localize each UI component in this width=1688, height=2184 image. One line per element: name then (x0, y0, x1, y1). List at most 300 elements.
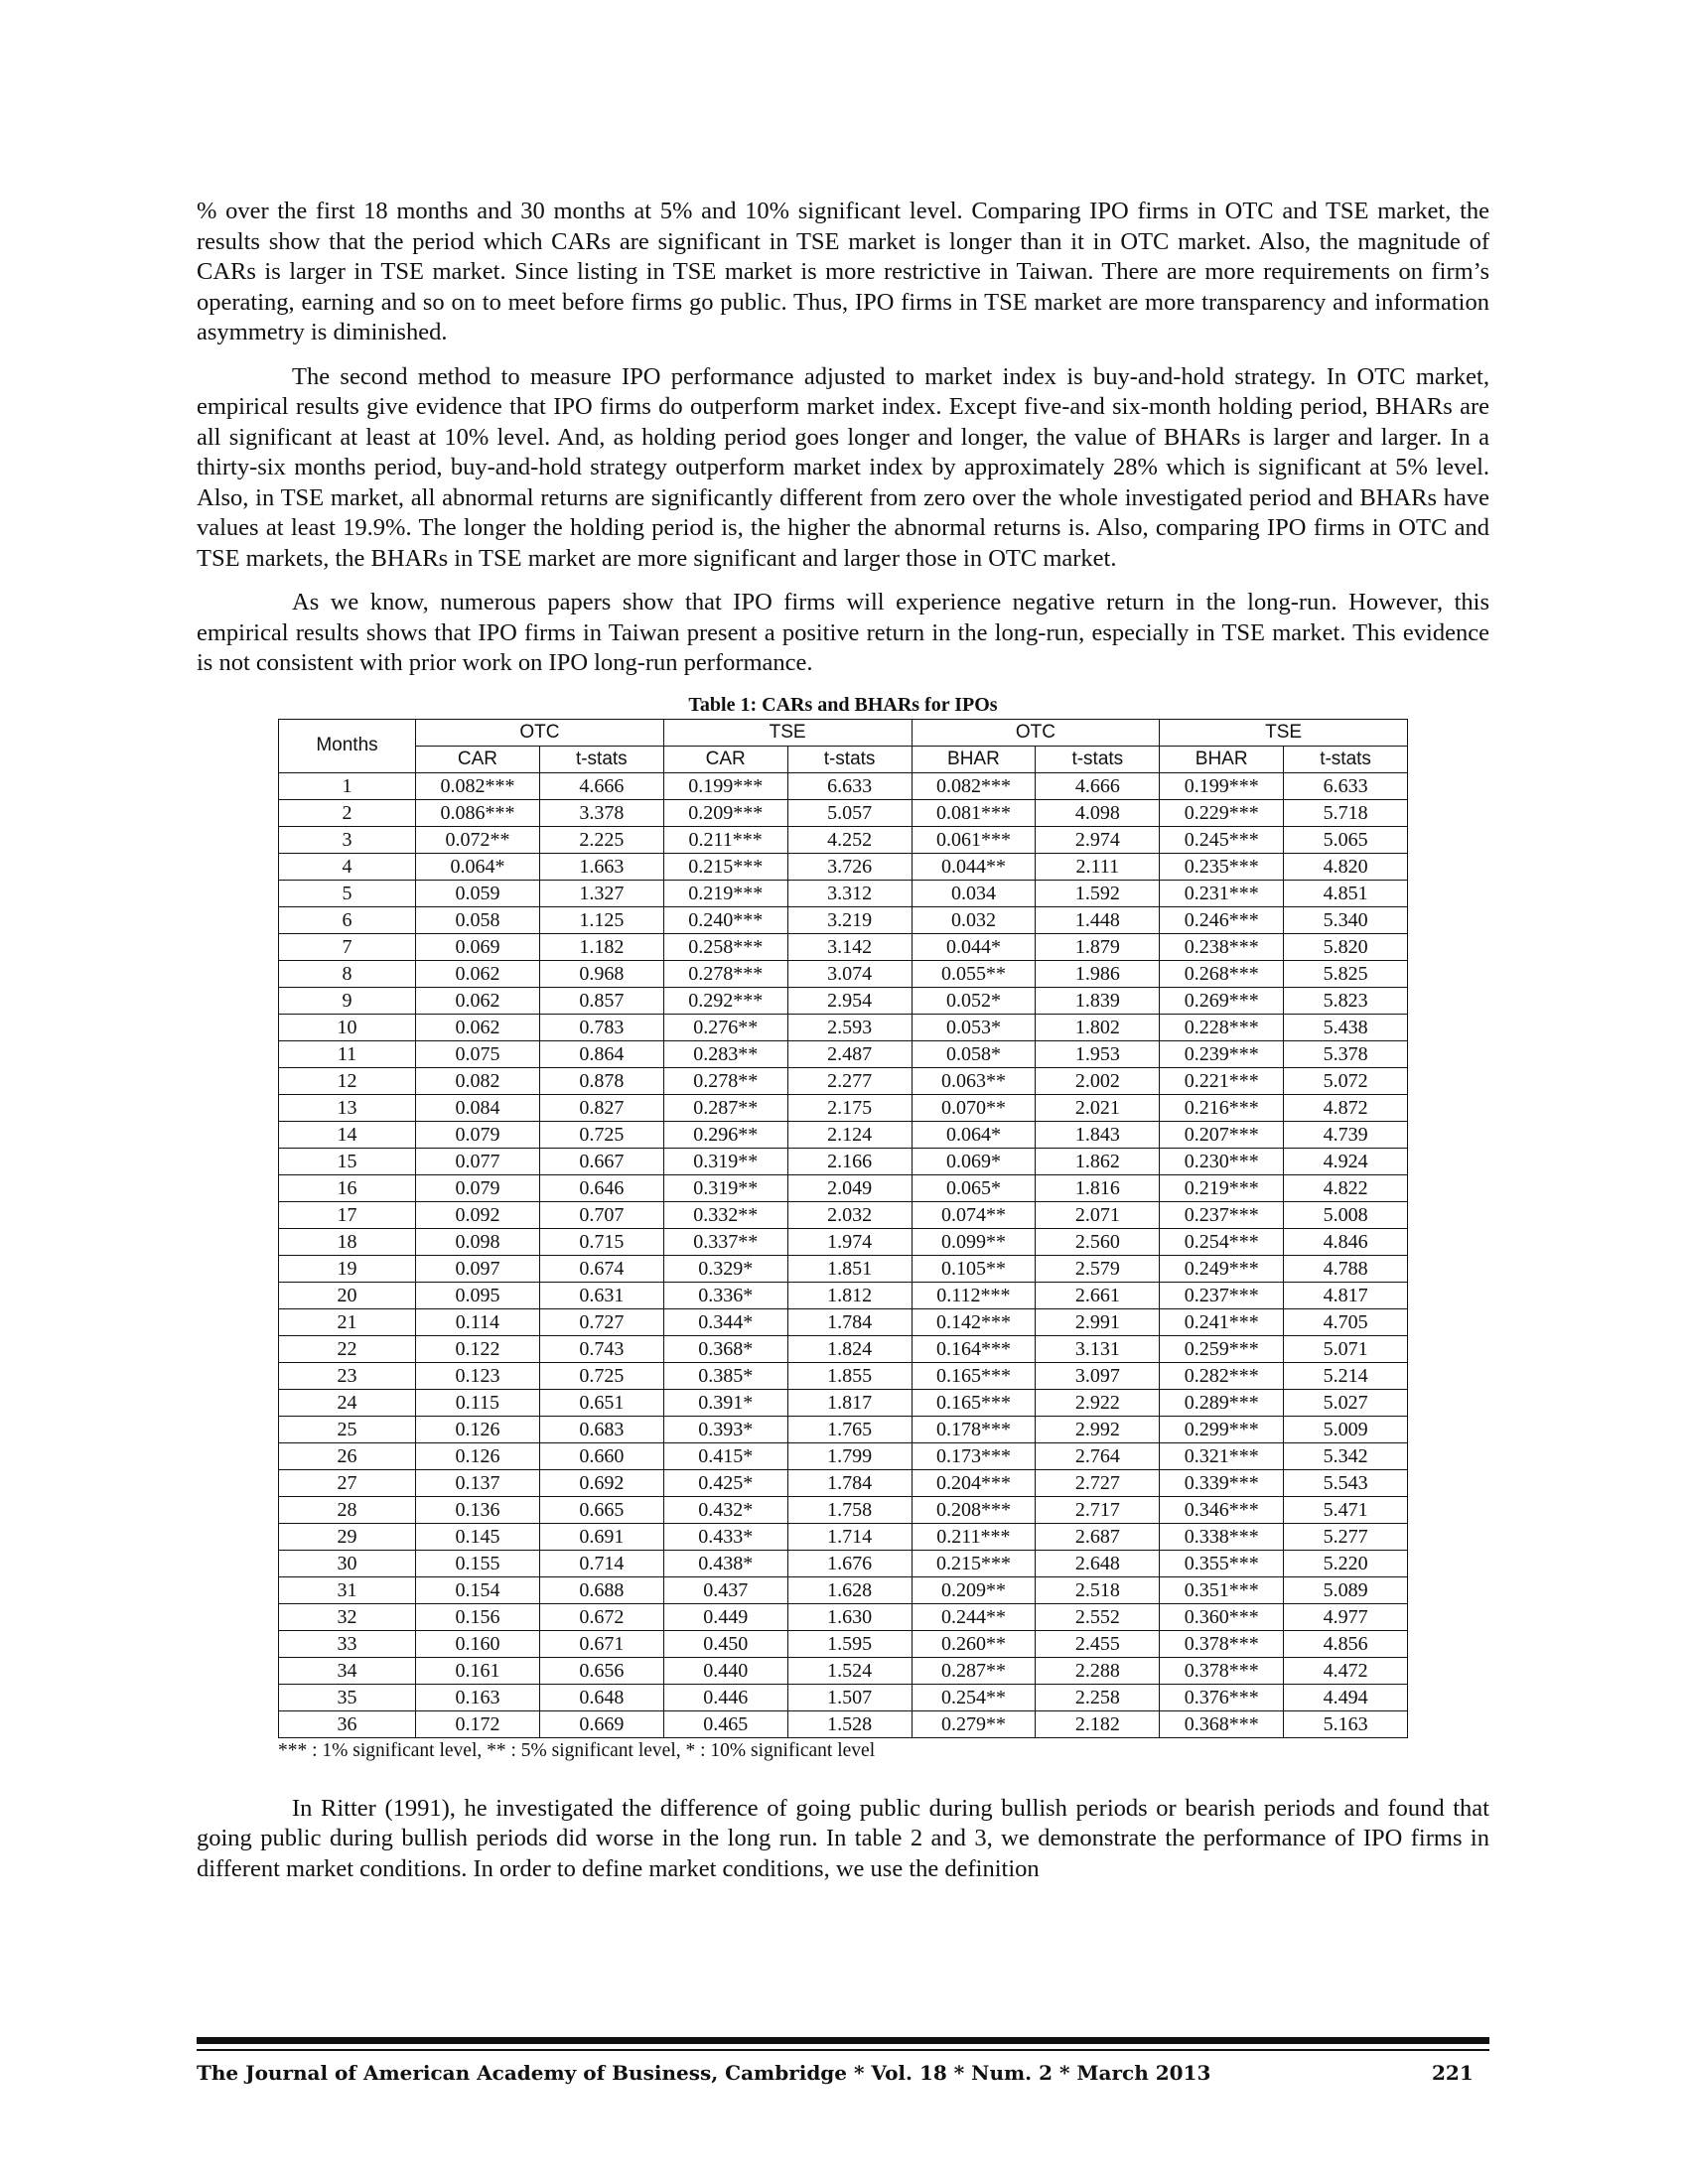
table-cell: 0.391* (663, 1389, 787, 1416)
table-cell: 0.437 (663, 1576, 787, 1603)
column-header: CAR (416, 746, 540, 772)
table-row (279, 1362, 1408, 1389)
month-cell: 21 (279, 1308, 416, 1335)
table-cell: 0.208*** (912, 1496, 1036, 1523)
table-cell: 0.656 (539, 1657, 663, 1684)
table-cell: 1.855 (787, 1362, 912, 1389)
table-cell: 0.319** (663, 1148, 787, 1174)
table-cell: 0.368* (663, 1335, 787, 1362)
table-cell: 0.259*** (1160, 1335, 1284, 1362)
table-cell: 5.820 (1284, 933, 1408, 960)
table-cell: 5.823 (1284, 987, 1408, 1014)
table-cell: 0.173*** (912, 1442, 1036, 1469)
table-cell: 0.425* (663, 1469, 787, 1496)
table-cell: 0.393* (663, 1416, 787, 1442)
table-cell: 3.726 (787, 853, 912, 880)
table-cell: 4.822 (1284, 1174, 1408, 1201)
table-cell: 2.487 (787, 1040, 912, 1067)
table-row (279, 1228, 1408, 1255)
table-cell: 5.214 (1284, 1362, 1408, 1389)
table-row (279, 772, 1408, 799)
column-header: BHAR (912, 746, 1036, 772)
table-cell: 0.857 (539, 987, 663, 1014)
table-cell: 0.646 (539, 1174, 663, 1201)
table-row (279, 1389, 1408, 1416)
table-cell: 1.784 (787, 1308, 912, 1335)
table-cell: 2.687 (1036, 1523, 1160, 1550)
table-cell: 5.825 (1284, 960, 1408, 987)
table-cell: 0.651 (539, 1389, 663, 1416)
table-cell: 0.254*** (1160, 1228, 1284, 1255)
table-row (279, 1710, 1408, 1737)
table-cell: 0.053* (912, 1014, 1036, 1040)
column-header: BHAR (1160, 746, 1284, 772)
month-cell: 23 (279, 1362, 416, 1389)
table-cell: 1.986 (1036, 960, 1160, 987)
table-cell: 0.278** (663, 1067, 787, 1094)
table-cell: 1.182 (539, 933, 663, 960)
table-cell: 1.817 (787, 1389, 912, 1416)
table-cell: 4.856 (1284, 1630, 1408, 1657)
month-cell: 18 (279, 1228, 416, 1255)
table-body (279, 772, 1408, 1737)
table-cell: 6.633 (1284, 772, 1408, 799)
table-cell: 0.235*** (1160, 853, 1284, 880)
table-cell: 1.839 (1036, 987, 1160, 1014)
month-cell: 15 (279, 1148, 416, 1174)
table-cell: 2.124 (787, 1121, 912, 1148)
results-table (278, 719, 1408, 1738)
table-row (279, 1014, 1408, 1040)
table-cell: 0.279** (912, 1710, 1036, 1737)
table-cell: 0.207*** (1160, 1121, 1284, 1148)
table-cell: 0.062 (416, 987, 540, 1014)
page-footer (197, 2061, 1489, 2095)
table-cell: 0.160 (416, 1630, 540, 1657)
table-cell: 0.355*** (1160, 1550, 1284, 1576)
table-cell: 0.337** (663, 1228, 787, 1255)
table-cell: 0.082*** (912, 772, 1036, 799)
month-cell: 32 (279, 1603, 416, 1630)
table-cell: 2.560 (1036, 1228, 1160, 1255)
table-cell: 0.211*** (663, 826, 787, 853)
table-cell: 0.137 (416, 1469, 540, 1496)
table-cell: 0.727 (539, 1308, 663, 1335)
table-row (279, 906, 1408, 933)
table-cell: 0.069 (416, 933, 540, 960)
table-cell: 0.072** (416, 826, 540, 853)
table-cell: 0.725 (539, 1121, 663, 1148)
table-cell: 2.954 (787, 987, 912, 1014)
table-cell: 2.049 (787, 1174, 912, 1201)
table-cell: 0.075 (416, 1040, 540, 1067)
table-cell: 4.739 (1284, 1121, 1408, 1148)
table-row (279, 1040, 1408, 1067)
table-cell: 4.872 (1284, 1094, 1408, 1121)
table-row (279, 1576, 1408, 1603)
table-row (279, 960, 1408, 987)
table-cell: 3.378 (539, 799, 663, 826)
table-cell: 0.360*** (1160, 1603, 1284, 1630)
table-cell: 0.296** (663, 1121, 787, 1148)
table-cell: 0.105** (912, 1255, 1036, 1282)
table-cell: 2.166 (787, 1148, 912, 1174)
table-cell: 5.471 (1284, 1496, 1408, 1523)
month-cell: 28 (279, 1496, 416, 1523)
table-cell: 2.258 (1036, 1684, 1160, 1710)
table-cell: 0.062 (416, 1014, 540, 1040)
column-header: t-stats (1284, 746, 1408, 772)
table-row (279, 799, 1408, 826)
table-cell: 1.630 (787, 1603, 912, 1630)
table-cell: 0.069* (912, 1148, 1036, 1174)
table-cell: 0.161 (416, 1657, 540, 1684)
table-cell: 1.953 (1036, 1040, 1160, 1067)
month-cell: 19 (279, 1255, 416, 1282)
table-cell: 0.378*** (1160, 1630, 1284, 1657)
group-header: TSE (663, 719, 912, 746)
table-cell: 0.287** (912, 1657, 1036, 1684)
table-cell: 0.450 (663, 1630, 787, 1657)
table-cell: 2.225 (539, 826, 663, 853)
table-cell: 5.027 (1284, 1389, 1408, 1416)
month-cell: 25 (279, 1416, 416, 1442)
table-cell: 0.145 (416, 1523, 540, 1550)
months-header: Months (279, 719, 416, 772)
table-cell: 2.002 (1036, 1067, 1160, 1094)
table-row (279, 1684, 1408, 1710)
paragraph-4: In Ritter (1991), he investigated the difference of going public during bullish periods or bearish periods and found that going public during bullish periods did worse in the long run. In table 2 and 3, we demonstrate the performance of IPO firms in different market conditions. In order to define market conditions, we use the definition (197, 1794, 1489, 1882)
table-cell: 0.743 (539, 1335, 663, 1362)
paragraph-1: % over the first 18 months and 30 months at 5% and 10% significant level. Comparing IPO firms in OTC and TSE market, the results show that the period which CARs are significant in TSE market is longer than it in OTC market. Also, the magnitude of CARs is larger in TSE market. Since listing in TSE market is more restrictive in Taiwan. There are more requirements on firm’s operating, earning and so on to meet before firms go public. Thus, IPO firms in TSE market are more transparency and information asymmetry is diminished. (197, 198, 1489, 345)
table-cell: 1.758 (787, 1496, 912, 1523)
month-cell: 6 (279, 906, 416, 933)
table-cell: 0.258*** (663, 933, 787, 960)
table-cell: 0.199*** (663, 772, 787, 799)
table-cell: 0.725 (539, 1362, 663, 1389)
table-row (279, 826, 1408, 853)
table-cell: 0.878 (539, 1067, 663, 1094)
table-cell: 5.220 (1284, 1550, 1408, 1576)
table-cell: 0.246*** (1160, 906, 1284, 933)
table-cell: 0.065* (912, 1174, 1036, 1201)
table-cell: 0.099** (912, 1228, 1036, 1255)
table-cell: 0.329* (663, 1255, 787, 1282)
table-cell: 0.269*** (1160, 987, 1284, 1014)
table-cell: 0.123 (416, 1362, 540, 1389)
table-row (279, 1282, 1408, 1308)
table-cell: 2.111 (1036, 853, 1160, 880)
table-cell: 0.178*** (912, 1416, 1036, 1442)
table-cell: 0.172 (416, 1710, 540, 1737)
table-cell: 5.342 (1284, 1442, 1408, 1469)
table-cell: 4.817 (1284, 1282, 1408, 1308)
table-cell: 0.244** (912, 1603, 1036, 1630)
table-cell: 1.802 (1036, 1014, 1160, 1040)
table-cell: 0.385* (663, 1362, 787, 1389)
table-cell: 0.112*** (912, 1282, 1036, 1308)
table-cell: 0.165*** (912, 1362, 1036, 1389)
month-cell: 3 (279, 826, 416, 853)
month-cell: 13 (279, 1094, 416, 1121)
table-cell: 1.974 (787, 1228, 912, 1255)
table-cell: 5.089 (1284, 1576, 1408, 1603)
table-cell: 0.228*** (1160, 1014, 1284, 1040)
table-cell: 5.009 (1284, 1416, 1408, 1442)
month-cell: 26 (279, 1442, 416, 1469)
table-row (279, 1121, 1408, 1148)
month-cell: 24 (279, 1389, 416, 1416)
table-cell: 0.061*** (912, 826, 1036, 853)
table-cell: 0.082 (416, 1067, 540, 1094)
footer-rule-thin (197, 2049, 1489, 2051)
table-cell: 0.216*** (1160, 1094, 1284, 1121)
table-cell: 0.321*** (1160, 1442, 1284, 1469)
table-cell: 1.125 (539, 906, 663, 933)
table-cell: 0.276** (663, 1014, 787, 1040)
table-cell: 3.142 (787, 933, 912, 960)
table-cell: 0.336* (663, 1282, 787, 1308)
table-cell: 0.055** (912, 960, 1036, 987)
table-cell: 0.440 (663, 1657, 787, 1684)
table-cell: 2.288 (1036, 1657, 1160, 1684)
table-cell: 0.667 (539, 1148, 663, 1174)
table-cell: 0.287** (663, 1094, 787, 1121)
table-cell: 0.209*** (663, 799, 787, 826)
month-cell: 11 (279, 1040, 416, 1067)
table-cell: 0.070** (912, 1094, 1036, 1121)
group-header: TSE (1160, 719, 1408, 746)
table-cell: 2.518 (1036, 1576, 1160, 1603)
table-cell: 0.063** (912, 1067, 1036, 1094)
month-cell: 10 (279, 1014, 416, 1040)
table-cell: 0.098 (416, 1228, 540, 1255)
table-cell: 0.044* (912, 933, 1036, 960)
table-cell: 1.676 (787, 1550, 912, 1576)
table-cell: 0.032 (912, 906, 1036, 933)
table-cell: 0.283** (663, 1040, 787, 1067)
table-cell: 5.072 (1284, 1067, 1408, 1094)
month-cell: 36 (279, 1710, 416, 1737)
table-row (279, 1657, 1408, 1684)
table-cell: 0.299*** (1160, 1416, 1284, 1442)
table-cell: 0.086*** (416, 799, 540, 826)
table-cell: 0.209** (912, 1576, 1036, 1603)
table-cell: 0.827 (539, 1094, 663, 1121)
table-cell: 0.292*** (663, 987, 787, 1014)
table-cell: 5.071 (1284, 1335, 1408, 1362)
table-cell: 1.816 (1036, 1174, 1160, 1201)
table-cell: 2.021 (1036, 1094, 1160, 1121)
table-cell: 0.155 (416, 1550, 540, 1576)
table-cell: 0.122 (416, 1335, 540, 1362)
table-cell: 0.254** (912, 1684, 1036, 1710)
table-cell: 5.008 (1284, 1201, 1408, 1228)
table-cell: 0.062 (416, 960, 540, 987)
table-row (279, 1442, 1408, 1469)
column-header: t-stats (1036, 746, 1160, 772)
table-cell: 0.438* (663, 1550, 787, 1576)
table-cell: 1.879 (1036, 933, 1160, 960)
table-cell: 0.079 (416, 1121, 540, 1148)
table-cell: 0.238*** (1160, 933, 1284, 960)
table-cell: 0.059 (416, 880, 540, 906)
table-cell: 0.688 (539, 1576, 663, 1603)
table-cell: 1.448 (1036, 906, 1160, 933)
table-cell: 2.182 (1036, 1710, 1160, 1737)
table-row (279, 1067, 1408, 1094)
table-row (279, 1148, 1408, 1174)
table-cell: 0.648 (539, 1684, 663, 1710)
table-cell: 1.628 (787, 1576, 912, 1603)
table-row (279, 1335, 1408, 1362)
table-cell: 0.064* (416, 853, 540, 880)
month-cell: 14 (279, 1121, 416, 1148)
table-row (279, 1603, 1408, 1630)
table-cell: 0.338*** (1160, 1523, 1284, 1550)
table-cell: 1.812 (787, 1282, 912, 1308)
table-cell: 4.820 (1284, 853, 1408, 880)
table-cell: 0.674 (539, 1255, 663, 1282)
table-row (279, 880, 1408, 906)
table-cell: 5.438 (1284, 1014, 1408, 1040)
table-cell: 0.783 (539, 1014, 663, 1040)
month-cell: 16 (279, 1174, 416, 1201)
column-header: CAR (663, 746, 787, 772)
table-cell: 2.455 (1036, 1630, 1160, 1657)
table-cell: 1.799 (787, 1442, 912, 1469)
table-cell: 0.081*** (912, 799, 1036, 826)
table-cell: 0.115 (416, 1389, 540, 1416)
table-cell: 0.052* (912, 987, 1036, 1014)
table-footnote: *** : 1% significant level, ** : 5% significant level, * : 10% significant level (278, 1739, 876, 1761)
table-row (279, 1308, 1408, 1335)
table-cell: 0.278*** (663, 960, 787, 987)
table-cell: 4.851 (1284, 880, 1408, 906)
table-cell: 0.665 (539, 1496, 663, 1523)
table-cell: 4.846 (1284, 1228, 1408, 1255)
table-cell: 0.660 (539, 1442, 663, 1469)
table-cell: 4.098 (1036, 799, 1160, 826)
table-cell: 0.239*** (1160, 1040, 1284, 1067)
month-cell: 20 (279, 1282, 416, 1308)
table-cell: 0.114 (416, 1308, 540, 1335)
table-cell: 0.156 (416, 1603, 540, 1630)
table-cell: 0.268*** (1160, 960, 1284, 987)
table-cell: 0.126 (416, 1442, 540, 1469)
table-cell: 0.230*** (1160, 1148, 1284, 1174)
table-cell: 0.221*** (1160, 1067, 1284, 1094)
table-cell: 0.351*** (1160, 1576, 1284, 1603)
table-cell: 0.691 (539, 1523, 663, 1550)
table-cell: 0.669 (539, 1710, 663, 1737)
table-cell: 0.260** (912, 1630, 1036, 1657)
table-cell: 2.717 (1036, 1496, 1160, 1523)
table-row (279, 933, 1408, 960)
table-row (279, 987, 1408, 1014)
table-row (279, 1469, 1408, 1496)
footer-rule (197, 2037, 1489, 2044)
table-cell: 0.241*** (1160, 1308, 1284, 1335)
table-cell: 0.368*** (1160, 1710, 1284, 1737)
table-cell: 3.074 (787, 960, 912, 987)
table-cell: 5.065 (1284, 826, 1408, 853)
table-cell: 1.595 (787, 1630, 912, 1657)
table-cell: 3.219 (787, 906, 912, 933)
table-cell: 2.922 (1036, 1389, 1160, 1416)
table-cell: 0.631 (539, 1282, 663, 1308)
table-row (279, 1523, 1408, 1550)
month-cell: 22 (279, 1335, 416, 1362)
table-row (279, 1201, 1408, 1228)
table-cell: 0.344* (663, 1308, 787, 1335)
table-cell: 0.714 (539, 1550, 663, 1576)
table-cell: 0.465 (663, 1710, 787, 1737)
table-cell: 0.165*** (912, 1389, 1036, 1416)
table-cell: 4.494 (1284, 1684, 1408, 1710)
table-cell: 1.528 (787, 1710, 912, 1737)
table-cell: 0.163 (416, 1684, 540, 1710)
month-cell: 7 (279, 933, 416, 960)
table-cell: 0.074** (912, 1201, 1036, 1228)
table-cell: 0.707 (539, 1201, 663, 1228)
table-cell: 0.319** (663, 1174, 787, 1201)
table-row (279, 1550, 1408, 1576)
month-cell: 27 (279, 1469, 416, 1496)
table-cell: 4.924 (1284, 1148, 1408, 1174)
table-cell: 0.415* (663, 1442, 787, 1469)
table-cell: 0.240*** (663, 906, 787, 933)
table-cell: 0.692 (539, 1469, 663, 1496)
column-header: t-stats (539, 746, 663, 772)
table-cell: 4.705 (1284, 1308, 1408, 1335)
table-cell: 2.032 (787, 1201, 912, 1228)
table-cell: 0.968 (539, 960, 663, 987)
table-cell: 4.788 (1284, 1255, 1408, 1282)
table-cell: 0.084 (416, 1094, 540, 1121)
month-cell: 34 (279, 1657, 416, 1684)
table-cell: 3.312 (787, 880, 912, 906)
table-cell: 0.215*** (912, 1550, 1036, 1576)
page-body (197, 197, 1489, 1898)
table-cell: 0.432* (663, 1496, 787, 1523)
table-row (279, 1255, 1408, 1282)
table-cell: 0.077 (416, 1148, 540, 1174)
table-cell: 0.672 (539, 1603, 663, 1630)
month-cell: 5 (279, 880, 416, 906)
table-cell: 1.862 (1036, 1148, 1160, 1174)
table-cell: 1.843 (1036, 1121, 1160, 1148)
table-cell: 0.237*** (1160, 1282, 1284, 1308)
month-cell: 35 (279, 1684, 416, 1710)
paragraph-3: As we know, numerous papers show that IPO firms will experience negative return in the long-run. However, this empirical results shows that IPO firms in Taiwan present a positive return in the long-run, especially in TSE market. This evidence is not consistent with prior work on IPO long-run performance. (197, 589, 1489, 676)
table-cell: 1.663 (539, 853, 663, 880)
table-cell: 2.175 (787, 1094, 912, 1121)
table-cell: 3.097 (1036, 1362, 1160, 1389)
table-cell: 2.579 (1036, 1255, 1160, 1282)
table-cell: 4.666 (1036, 772, 1160, 799)
month-cell: 1 (279, 772, 416, 799)
table-cell: 0.249*** (1160, 1255, 1284, 1282)
month-cell: 4 (279, 853, 416, 880)
table-cell: 0.064* (912, 1121, 1036, 1148)
table-cell: 2.277 (787, 1067, 912, 1094)
table-cell: 0.671 (539, 1630, 663, 1657)
column-header: t-stats (787, 746, 912, 772)
table-cell: 0.378*** (1160, 1657, 1284, 1684)
table-cell: 5.277 (1284, 1523, 1408, 1550)
month-cell: 17 (279, 1201, 416, 1228)
